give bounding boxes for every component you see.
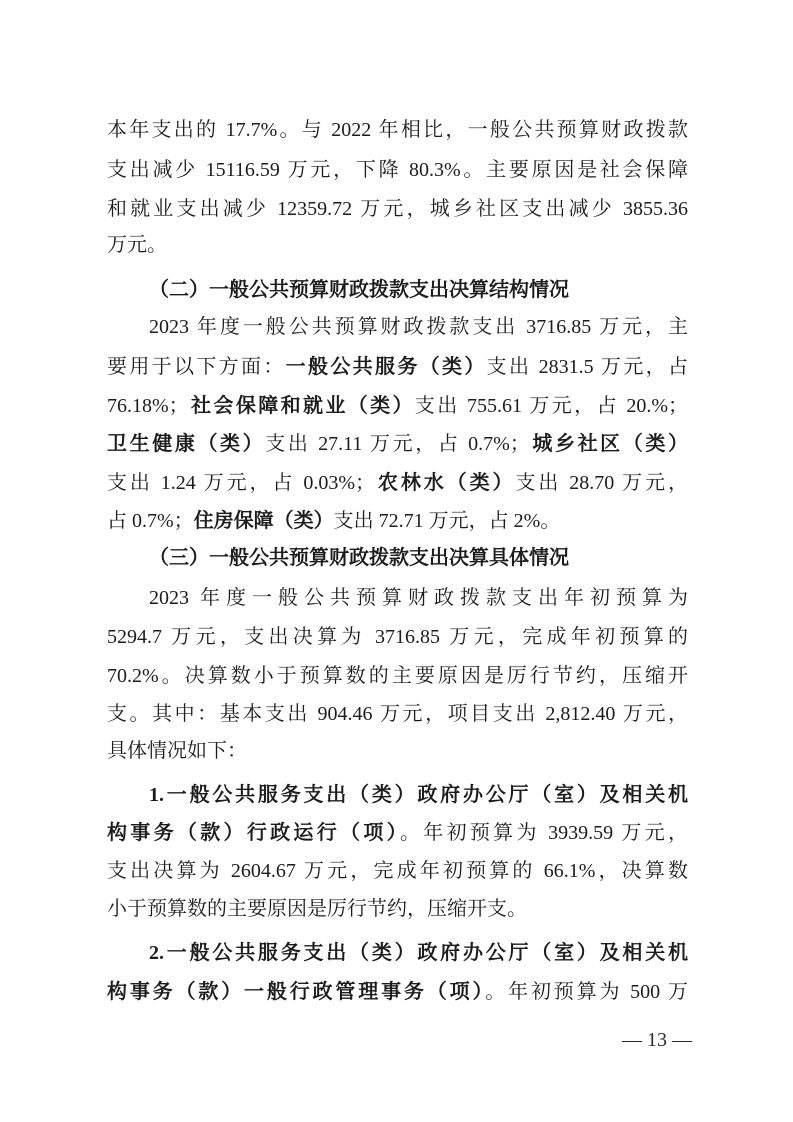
paragraph-line: [107, 657, 688, 696]
item-heading-line: [149, 776, 688, 815]
text-segment: 支出 1.24 万元，占 0.03%；: [107, 472, 375, 494]
text-segment: 。年初预算为 3939.59 万元，: [399, 822, 689, 844]
bold-term: 社会保障和就业（类）: [188, 395, 415, 417]
page-number: — 13 —: [622, 1029, 692, 1051]
text-segment: 支出减少 15116.59 万元，下降 80.3%。主要原因是社会保障: [107, 159, 688, 181]
text-segment: 支出 72.71 万元，占 2%。: [333, 510, 561, 532]
paragraph-line: [107, 890, 688, 929]
text-segment: 76.18%；: [107, 395, 189, 417]
text-segment: 2023 年度一般公共预算财政拨款支出年初预算为: [149, 587, 688, 609]
paragraph-line: [107, 190, 688, 229]
text-segment: 万元。: [107, 234, 167, 256]
text-segment: 2023 年度一般公共预算财政拨款支出 3716.85 万元，主: [149, 316, 688, 338]
paragraph-line: [107, 814, 688, 853]
text-segment: 支。其中：基本支出 904.46 万元，项目支出 2,812.40 万元，: [107, 703, 688, 725]
text-segment: 支出 27.11 万元，占 0.7%；: [265, 433, 530, 455]
item-heading-line: [149, 934, 688, 973]
text-segment: 支出决算为 2604.67 万元，完成年初预算的 66.1%，决算数: [107, 860, 688, 882]
bold-term: 城乡社区（类）: [529, 433, 689, 455]
bold-term: 构事务（款）一般行政管理事务（项）: [107, 981, 486, 1003]
paragraph-line: [107, 695, 688, 734]
text-segment: 5294.7 万元，支出决算为 3716.85 万元，完成年初预算的: [107, 626, 688, 648]
text-segment: 小于预算数的主要原因是厉行节约，压缩开支。: [107, 898, 527, 920]
paragraph-line: [107, 852, 688, 891]
paragraph-line: [149, 579, 688, 618]
bold-term: 1.一般公共服务支出（类）政府办公厅（室）及相关机: [149, 784, 688, 806]
paragraph-line: [107, 464, 688, 503]
paragraph-line: [107, 502, 688, 541]
bold-term: 2.一般公共服务支出（类）政府办公厅（室）及相关机: [149, 942, 688, 964]
text-segment: 70.2%。决算数小于预算数的主要原因是厉行节约，压缩开: [107, 665, 688, 687]
paragraph-line: [149, 308, 688, 347]
paragraph-line: [107, 618, 688, 657]
text-segment: 占 0.7%；: [107, 510, 194, 532]
paragraph-line: [107, 348, 688, 387]
text-segment: 支出 755.61 万元，占 20.%；: [414, 395, 688, 417]
text-segment: 支出 28.70 万元，: [515, 472, 688, 494]
paragraph-line: [107, 111, 688, 150]
section-heading: （二）一般公共预算财政拨款支出决算结构情况: [149, 279, 569, 301]
paragraph-line: [107, 973, 688, 1012]
paragraph-line: [107, 732, 688, 771]
bold-term: 住房保障（类）: [193, 510, 334, 532]
text-segment: 要用于以下方面：: [107, 356, 286, 378]
text-segment: 具体情况如下：: [107, 740, 247, 762]
bold-term: 构事务（款）行政运行（项）: [107, 822, 400, 844]
text-segment: 支出 2831.5 万元，占: [486, 356, 689, 378]
bold-term: 一般公共服务（类）: [285, 356, 487, 378]
paragraph-line: [107, 387, 688, 426]
text-segment: 。年初预算为 500 万: [485, 981, 689, 1003]
text-segment: 本年支出的 17.7%。与 2022 年相比，一般公共预算财政拨款: [107, 119, 688, 141]
text-segment: 和就业支出减少 12359.72 万元，城乡社区支出减少 3855.36: [107, 198, 688, 220]
bold-term: 农林水（类）: [374, 472, 516, 494]
paragraph-line: [107, 151, 688, 190]
paragraph-line: [107, 425, 688, 464]
paragraph-line: [107, 226, 688, 265]
section-heading: （三）一般公共预算财政拨款支出决算具体情况: [149, 547, 569, 569]
bold-term: 卫生健康（类）: [107, 433, 266, 455]
